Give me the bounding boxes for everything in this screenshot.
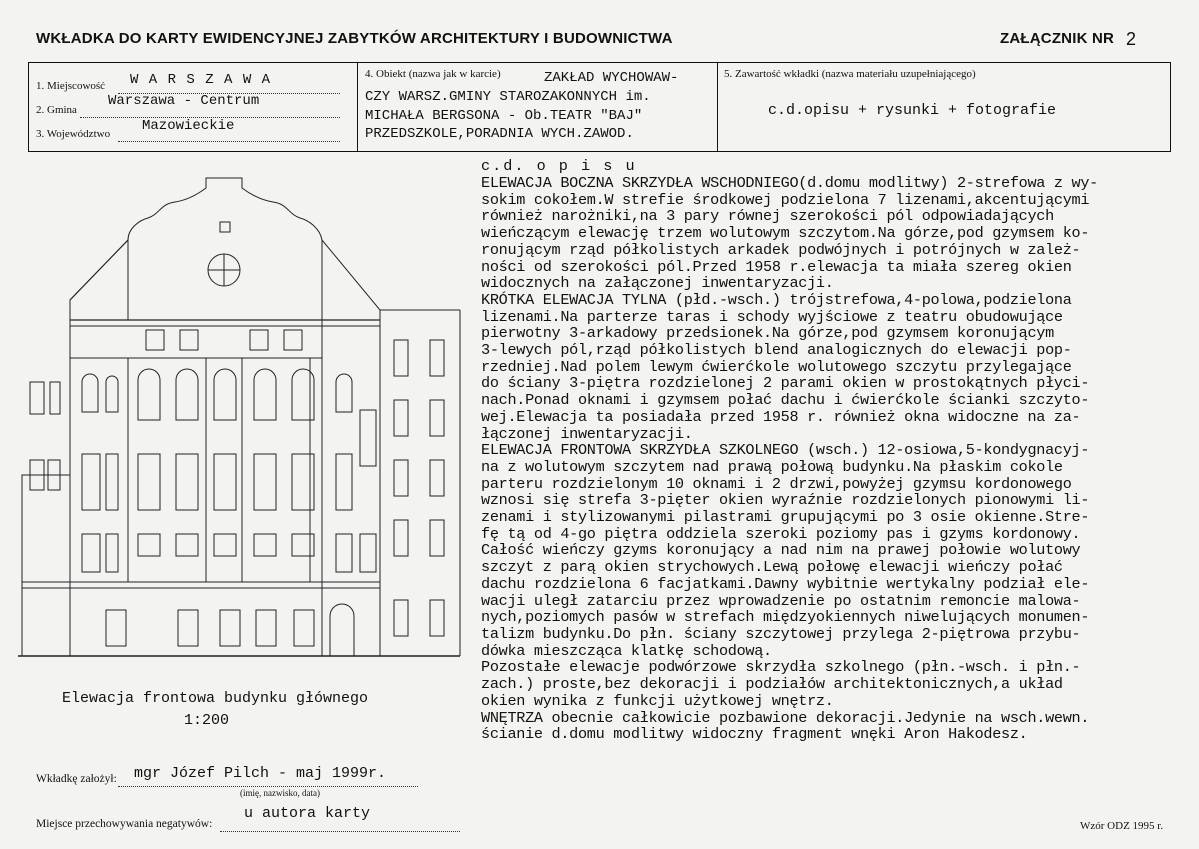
dotted-line (118, 786, 418, 787)
gmina-label: 2. Gmina (36, 104, 77, 116)
form-code: Wzór ODZ 1995 r. (1080, 820, 1164, 832)
description-line: nych,poziomych pasów w strefach międzyokiennych niwelujących monumen- (481, 608, 1090, 627)
object-label: 4. Obiekt (nazwa jak w karcie) (365, 68, 501, 80)
description-line: lizenami.Na parterze taras i schody wyjściowe z teatru obudowujące (481, 307, 1063, 326)
description-line: również narożniki,na 3 pary równej szerokości pól odpowiadających (481, 207, 1054, 226)
description-line: parteru rozdzielonym 10 oknami i 2 drzwi,powyżej gzymsu kordonowego (481, 474, 1072, 493)
description-line: wznosi się strefa 3-pięter okien wyraźnie rozdzielonych pionowymi li- (481, 491, 1090, 510)
description-line: wieńczącym elewację trzem wolutowym szczytom.Na górze,pod gzymsem ko- (481, 224, 1090, 243)
description-line: Całość wieńczy gzyms koronujący a nad nim na prawej połowie wolutowy (481, 541, 1081, 560)
object-line-2: CZY WARSZ.GMINY STAROZAKONNYCH im. (365, 89, 651, 105)
description-line: WNĘTRZA obecnie całkowicie pozbawione dekoracji.Jedynie na wsch.wewn. (481, 708, 1090, 727)
description-line: dachu rozdzielona 6 facjatkami.Dawny wybitnie wertykalny podział ele- (481, 574, 1090, 593)
description-line: 3-lewych pól,rząd półkolistych blend analogicznych do elewacji pop- (481, 341, 1072, 360)
miejscowosc-label: 1. Miejscowość (36, 80, 106, 92)
description-line: widocznych na załączonej inwentaryzacji. (481, 274, 834, 293)
description-line: fę tą od 4-go piętra oddziela szeroki poziomy pas i gzyms kordonowy. (481, 524, 1081, 543)
description-line: Pozostałe elewacje podwórzowe skrzydła szkolnego (płn.-wsch. i płn.- (481, 658, 1081, 677)
description-line: wej.Elewacja ta posiadała przed 1958 r. również okna widoczne na za- (481, 407, 1081, 426)
divider (357, 62, 358, 152)
description-line: ności od szerokości pól.Przed 1958 r.elewacja ta miała szereg okien (481, 257, 1072, 276)
description-line: zach.) proste,bez dekoracji i podziałów architektonicznych,a układ (481, 675, 1063, 694)
object-line-3: MICHAŁA BERGSONA - Ob.TEATR "BAJ" (365, 108, 643, 124)
description-line: dówka mieszcząca klatkę schodową. (481, 641, 772, 660)
description-line: na z wolutowym szczytem nad prawą połową budynku.Na płaskim cokole (481, 457, 1063, 476)
attachment-number: 2 (1126, 29, 1137, 49)
dotted-line (118, 141, 340, 142)
description-line: nach.Ponad oknami i gzymsem połać dachu i ćwierćkole ścianki szczyto- (481, 391, 1090, 410)
description-line: do ściany 3-piętra rozdzielonej 2 parami okien w prostokątnych płyci- (481, 374, 1090, 393)
object-line-1: ZAKŁAD WYCHOWAW- (544, 70, 679, 86)
description-line: szczyt z parą okien strychowych.Lewą połowę elewacji wieńczy połać (481, 558, 1063, 577)
form-title: WKŁADKA DO KARTY EWIDENCYJNEJ ZABYTKÓW ARCHITEKTURY I BUDOWNICTWA (36, 30, 673, 47)
description-body (481, 175, 1098, 743)
miejscowosc-value: W A R S Z A W A (130, 72, 272, 88)
attachment-label: ZAŁĄCZNIK NR (1000, 30, 1115, 47)
description-heading: c.d. o p i s u (481, 157, 637, 175)
contents-value: c.d.opisu + rysunki + fotografie (768, 102, 1057, 119)
author-hint: (imię, nazwisko, data) (240, 788, 320, 798)
description-line: ELEWACJA FRONTOWA SKRZYDŁA SZKOLNEGO (wsch.) 12-osiowa,5-kondygnacyj- (481, 441, 1090, 460)
contents-label: 5. Zawartość wkładki (nazwa materiału uzupełniającego) (724, 68, 976, 80)
divider (717, 62, 718, 152)
description-line: KRÓTKA ELEWACJA TYLNA (płd.-wsch.) trójstrefowa,4-polowa,podzielona (481, 290, 1072, 309)
description-line: rzedniej.Nad polem lewym ćwierćkole wolutowego szczytu przylegające (481, 357, 1072, 376)
description-line: sokim cokołem.W strefie środkowej podzielona 7 lizenami,akcentującymi (481, 190, 1090, 209)
elevation-drawing-svg (10, 170, 468, 670)
elevation-drawing (10, 170, 468, 670)
description-line: łączonej inwentaryzacji. (481, 424, 693, 443)
description-line: ścianie d.domu modlitwy widoczny fragment wnęki Aron Hakodesz. (481, 725, 1028, 744)
storage-label: Miejsce przechowywania negatywów: (36, 818, 213, 830)
description-line: ronującym rząd półkolistych arkadek podwójnych i potrójnych w zależ- (481, 240, 1081, 259)
gmina-value: Warszawa - Centrum (108, 93, 260, 109)
storage-value: u autora karty (244, 805, 371, 822)
description-line: okien wynika z funkcji użytkowej wnętrz. (481, 691, 834, 710)
author-value: mgr Józef Pilch - maj 1999r. (134, 765, 387, 782)
description-line: talizm budynku.Do płn. ściany szczytowej przylega 2-piętrowa przybu- (481, 624, 1081, 643)
author-label: Wkładkę założył: (36, 773, 117, 785)
description-line: pierwotny 3-arkadowy przedsionek.Na górze,pod gzymsem koronującym (481, 324, 1054, 343)
wojewodztwo-label: 3. Województwo (36, 128, 111, 140)
dotted-line (220, 831, 460, 832)
description-line: zenami i stylizowanymi pilastrami grupującymi po 3 osie okienne.Stre- (481, 508, 1090, 527)
description-line: wacji uległ zatarciu przez wprowadzenie po ostatnim remoncie malowa- (481, 591, 1081, 610)
description-line: ELEWACJA BOCZNA SKRZYDŁA WSCHODNIEGO(d.domu modlitwy) 2-strefowa z wy- (481, 174, 1098, 192)
drawing-scale: 1:200 (184, 712, 230, 729)
object-line-4: PRZEDSZKOLE,PORADNIA WYCH.ZAWOD. (365, 126, 634, 142)
drawing-caption: Elewacja frontowa budynku głównego (62, 690, 369, 707)
wojewodztwo-value: Mazowieckie (142, 118, 235, 134)
